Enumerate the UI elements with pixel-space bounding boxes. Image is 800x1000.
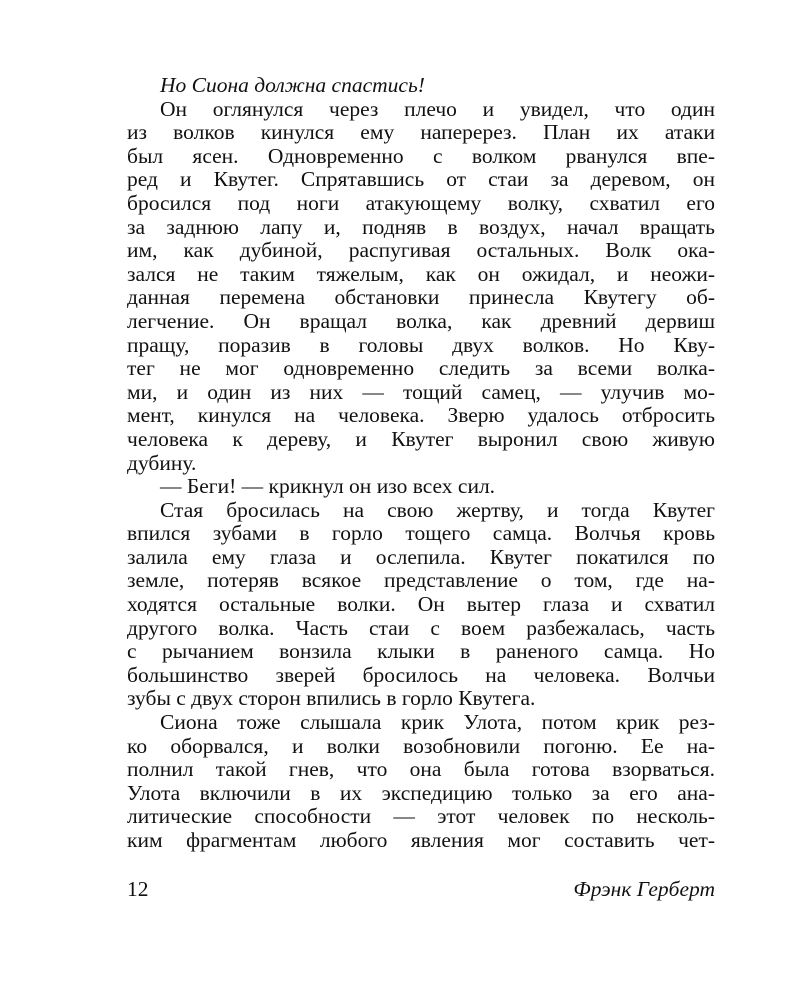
- text-line: из волков кинулся ему наперерез. План их атаки: [127, 120, 715, 145]
- text-line: данная перемена обстановки принесла Квутегу об-: [127, 285, 715, 310]
- text-line: залила ему глаза и ослепила. Квутег покатился по: [127, 544, 715, 569]
- text-line: дубину.: [127, 450, 197, 475]
- text-line: Стая бросилась на свою жертву, и тогда Квутег: [160, 497, 715, 522]
- text-line: зубы с двух сторон впились в горло Квутега.: [127, 686, 536, 711]
- book-page-text: [127, 74, 715, 974]
- text-line: легчение. Он вращал волка, как древний дервиш: [127, 308, 715, 333]
- text-line: пращу, поразив в головы двух волков. Но Кву-: [127, 332, 715, 357]
- running-footer-author: Фрэнк Герберт: [573, 877, 715, 901]
- page-number: 12: [127, 877, 149, 901]
- text-line: ким фрагментам любого явления мог составить чет-: [127, 828, 715, 852]
- text-line: мент, кинулся на человека. Зверю удалось отбросить: [127, 403, 715, 428]
- text-line: литические способности — этот человек по несколь-: [127, 804, 715, 829]
- text-line: за заднюю лапу и, подняв в воздух, начал вращать: [127, 214, 715, 239]
- body-text: [127, 74, 715, 853]
- text-line: ред и Квутег. Спрятавшись от стаи за деревом, он: [127, 167, 715, 192]
- page-footer: [127, 877, 715, 903]
- text-line: тег не мог одновременно следить за всеми волка-: [127, 356, 715, 381]
- text-line: был ясен. Одновременно с волком рванулся впе-: [127, 143, 715, 168]
- text-line: другого волка. Часть стаи с воем разбежалась, часть: [127, 615, 715, 640]
- text-line: ми, и один из них — тощий самец, — улучив мо-: [127, 379, 715, 404]
- text-line: с рычанием вонзила клыки в раненого самца. Но: [127, 639, 715, 664]
- text-line: бросился под ноги атакующему волку, схватил его: [127, 190, 715, 215]
- text-line: впился зубами в горло тощего самца. Волчья кровь: [127, 521, 715, 546]
- text-line: Но Сиона должна спастись!: [160, 73, 425, 97]
- text-line: ходятся остальные волки. Он вытер глаза и схватил: [127, 592, 715, 617]
- text-line: человека к дереву, и Квутег выронил свою живую: [127, 426, 715, 451]
- text-line: — Беги! — крикнул он изо всех сил.: [160, 474, 496, 499]
- text-line: земле, потеряв всякое представление о том, где на-: [127, 568, 715, 593]
- text-line: большинство зверей бросилось на человека. Волчьи: [127, 662, 715, 687]
- text-line: им, как дубиной, распугивая остальных. Волк ока-: [127, 238, 715, 263]
- text-line: ко оборвался, и волки возобновили погоню. Ее на-: [127, 733, 715, 758]
- text-line: Улота включили в их экспедицию только за его ана-: [127, 780, 715, 805]
- text-line: зался не таким тяжелым, как он ожидал, и неожи-: [127, 261, 715, 286]
- text-line: Он оглянулся через плечо и увидел, что один: [160, 96, 715, 121]
- text-line: полнил такой гнев, что она была готова взорваться.: [127, 757, 715, 782]
- text-line: Сиона тоже слышала крик Улота, потом крик рез-: [160, 710, 715, 735]
